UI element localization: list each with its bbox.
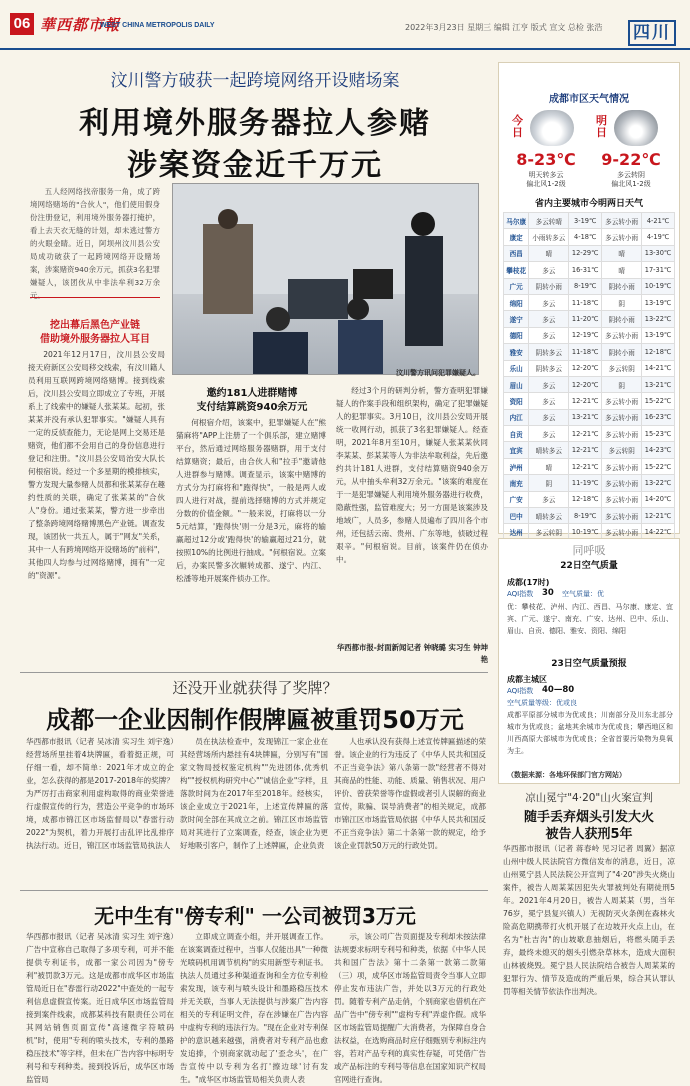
weather-cell: 13-22℃ xyxy=(642,311,675,327)
weather-cell: 15-22℃ xyxy=(642,458,675,474)
aqi-label-2: AQI指数 xyxy=(507,687,534,695)
weather-cell: 多云转晴 xyxy=(529,213,569,229)
city-name: 广元 xyxy=(504,278,529,294)
province-table-title: 省内主要城市今明两日天气 xyxy=(534,199,643,209)
story1-byline: 华西都市报-封面新闻记者 钟晓璐 实习生 钟坤艳 xyxy=(336,643,488,664)
weather-cell: 13-19℃ xyxy=(642,327,675,343)
photo-caption: 汶川警方讯问犯罪嫌疑人。 xyxy=(396,369,480,377)
weather-cell: 11-18℃ xyxy=(569,344,602,360)
weather-cell: 多云转小雨 xyxy=(602,393,642,409)
weather-row xyxy=(504,360,675,376)
city-name: 自贡 xyxy=(504,426,529,442)
story2-kicker: 还没开业就获得了奖牌？ xyxy=(172,679,338,697)
weather-cell: 12-21℃ xyxy=(642,508,675,524)
story4-headline-1: 随手丢弃烟头引发大火 xyxy=(523,810,654,825)
story1-col2: 何根宿介绍，该案中，犯罪嫌疑人在"熊猫麻将"APP上注册了一个俱乐部，建立赌博平台，然后通过网络服务器赌群，用于支付结算赌资；最后，由合伙人和"拉手"邀请他人进群参与赌博。调查显示，该案中赌博的方式分为打麻将和"跑得快"，一般是两人或四人进行对战，提前选择赌博的方式并规定分数的价值金额。"一般来说，打麻将以一分5元结算，'跑得快'则一分是3元，麻将的输赢超过12分或'跑得快'的输赢超过21分，就按照10%的比例进行抽成。"何根宿说。立案后，办案民警多次辗转成都、遂宁、内江、松潘等地开展案件侦办工作。 xyxy=(176,418,326,583)
photo-scene xyxy=(173,184,478,374)
weather-row xyxy=(504,376,675,392)
weather-row xyxy=(504,393,675,409)
region-tag: 四川 xyxy=(628,20,676,46)
weather-title: 成都市区天气情况 xyxy=(549,94,629,105)
story1-sub1b: 借助境外服务器拉人耳目 xyxy=(40,334,150,345)
weather-row xyxy=(504,442,675,458)
weather-cell: 多云 xyxy=(529,262,569,278)
aqi-value-2: 40—80 xyxy=(542,685,575,695)
city-name: 雅安 xyxy=(504,344,529,360)
weather-cell: 阴转小雨 xyxy=(602,311,642,327)
aqi-value-1: 30 xyxy=(542,588,554,598)
city-name: 宜宾 xyxy=(504,442,529,458)
weather-cell: 多云 xyxy=(529,409,569,425)
weather-cell: 阴 xyxy=(602,376,642,392)
weather-cell: 14-23℃ xyxy=(642,442,675,458)
weather-cell: 多云转阴 xyxy=(529,524,569,540)
aqi-title-2: 23日空气质量预报 xyxy=(551,659,627,669)
city-name: 眉山 xyxy=(504,376,529,392)
weather-row xyxy=(504,458,675,474)
story2-col1: 华西都市报讯（记者 吴冰清 实习生 刘宇逸）经营场所里挂着4块牌匾，看着挺正规，可仔细一看，却不简单：2021年才成立的企业，怎么获得的都是2017-2018年的奖牌？为严厉打击商家利用虚构取得的商业荣誉进行虚假宣传的行为，营造公平竞争的市场环境，成都市锦江区市场监督局以"春雷行动2022"为契机，着力开展打击乱评比乱排序执法行动。近日，锦江区市场监管局执法人 xyxy=(26,737,174,850)
today-desc-2: 偏北风1-2级 xyxy=(526,180,566,188)
aqi-level-2: 空气质量等级：优或良 xyxy=(507,699,577,707)
city-name: 攀枝花 xyxy=(504,262,529,278)
story1-col3: 经过3个月的研判分析，警方查明犯罪嫌疑人的作案手段和组织架构，确定了犯罪嫌疑人的犯罪事实。3月10日，汶川县公安局开展统一收网行动，抓获了3名犯罪嫌疑人。经查明，2021年8月至10月，嫌疑人张某某伙同李某某、彭某某等人为非法牟取利益，先后邀约共计181人进群，支付结算赌资940余万元，从中抽头牟利32万余元。"该案的难度在于一是犯罪嫌疑人利用境外服务器进行收费，隐蔽性强，监管难度大；另一方面是该案涉及地域广，人员多，参赌人员遍布了四川各个市州，还包括云南、贵州、广东等地，侦破过程艰辛。"何根宿说。目前，该案件仍在侦办中。 xyxy=(336,386,488,564)
weather-cell: 晴 xyxy=(602,245,642,261)
tomorrow-weather-icon xyxy=(614,110,658,146)
weather-row xyxy=(504,278,675,294)
weather-cell: 3-19℃ xyxy=(569,213,602,229)
story1-headline-2: 涉案资金近千万元 xyxy=(127,148,383,183)
weather-cell: 13-21℃ xyxy=(569,409,602,425)
weather-row xyxy=(504,311,675,327)
weather-row xyxy=(504,327,675,343)
weather-row xyxy=(504,475,675,491)
weather-cell: 多云 xyxy=(529,491,569,507)
story1-kicker: 汶川警方破获一起跨境网络开设赌场案 xyxy=(110,71,400,91)
weather-cell: 12-19℃ xyxy=(569,327,602,343)
story2-col3: 人也承认没有获得上述宣传牌匾描述的荣誉。该企业的行为违反了《中华人民共和国反不正当竞争法》第八条第一款"经营者不得对其商品的性能、功能、质量、销售状况、用户评价、曾获荣誉等作虚假或者引人误解的商业宣传，欺骗、误导消费者"的相关规定，成都市锦江区市场监管局依据《中华人民共和国反不正当竞争法》第二十条第一款的规定，给予该企业罚款50万元的行政处罚。 xyxy=(334,737,486,850)
weather-cell: 多云转小雨 xyxy=(602,327,642,343)
weather-cell: 晴 xyxy=(529,458,569,474)
weather-cell: 4-19℃ xyxy=(642,229,675,245)
city-name: 德阳 xyxy=(504,327,529,343)
story1-col1: 2021年12月17日，汶川县公安局接天府新区公安局移交线索，有汶川籍人员利用互联网跨境网络赌博。接到线索后，汶川县公安局立即成立了专班，开展系上了线索中的嫌疑人张某某。起初，张某某并没有承认犯罪事实。"嫌疑人具有一定的反侦查能力，无论是网上交易还是赌资，他们都不会用自己的身份信息进行登记和注册。"汶川县公安局治安大队长何根宿说。经过一个多星期的模排核实，警方发现大量参赌人员都和张某某存在趣约性质的关联，确定了张某某的"合伙人"身份。通过张某某，警方进一步牵出了整条跨境网络赌博黑色产业链。调查发现，该团伙一共五人，属于"网友"关系，其中一人有跨境网络开设赌场的"前科"，其他四人均参与过网络赌博，拥有"一定的"资源"。 xyxy=(28,350,165,580)
weather-cell: 11-18℃ xyxy=(569,294,602,310)
story2-headline: 成都一企业因制作假牌匾被重罚50万元 xyxy=(46,706,464,734)
weather-cell: 15-22℃ xyxy=(642,393,675,409)
aqi-list-1: 优：攀枝花、泸州、内江、西昌、马尔康、康定、宜宾、广元、遂宁、南充、广安、达州、巴中、乐山、眉山、自贡、德阳、雅安、资阳、绵阳 xyxy=(507,603,673,635)
date-editors: 2022年3月23日 星期三 编辑 江亨 版式 宣文 总检 张浩 xyxy=(405,23,603,32)
weather-cell: 小雨转多云 xyxy=(529,229,569,245)
today-temp: 8-23℃ xyxy=(516,150,576,169)
weather-cell: 多云转阴 xyxy=(602,442,642,458)
weather-cell: 14-22℃ xyxy=(642,524,675,540)
paper-english-name: WEST CHINA METROPOLIS DAILY xyxy=(100,22,215,29)
weather-cell: 多云转小雨 xyxy=(602,213,642,229)
aqi-list-2: 成都平原部分城市为优或良；川南部分及川东北部分城市为优或良；盆地其余城市为优或良；攀西地区和川西高原大部城市为优或良；全省首要污染物为臭氧为主。 xyxy=(507,711,673,755)
weather-cell: 12-18℃ xyxy=(642,344,675,360)
weather-cell: 阴转小雨 xyxy=(529,278,569,294)
weather-cell: 多云转小雨 xyxy=(602,229,642,245)
weather-row xyxy=(504,344,675,360)
weather-cell: 16-23℃ xyxy=(642,409,675,425)
weather-cell: 多云 xyxy=(529,327,569,343)
weather-cell: 晴 xyxy=(602,262,642,278)
today-label: 今日 xyxy=(512,114,523,139)
weather-table xyxy=(503,212,675,541)
weather-cell: 多云转小雨 xyxy=(602,508,642,524)
tomorrow-desc-1: 多云转阴 xyxy=(617,171,645,179)
weather-cell: 13-22℃ xyxy=(642,475,675,491)
weather-cell: 15-23℃ xyxy=(642,426,675,442)
divider xyxy=(20,890,488,891)
weather-cell: 12-21℃ xyxy=(569,393,602,409)
divider xyxy=(20,672,488,673)
weather-row xyxy=(504,491,675,507)
weather-cell: 多云转小雨 xyxy=(602,426,642,442)
weather-cell: 晴 xyxy=(529,245,569,261)
weather-cell: 13-19℃ xyxy=(642,294,675,310)
weather-cell: 12-20℃ xyxy=(569,376,602,392)
city-name: 马尔康 xyxy=(504,213,529,229)
story1-sub1a: 挖出幕后黑色产业链 xyxy=(50,320,140,331)
weather-row xyxy=(504,229,675,245)
aqi-source: （数据来源：各地环保部门官方网站） xyxy=(507,771,626,779)
weather-cell: 16-31℃ xyxy=(569,262,602,278)
weather-cell: 阴转小雨 xyxy=(602,278,642,294)
city-name: 广安 xyxy=(504,491,529,507)
today-desc-1: 明天转多云 xyxy=(528,171,564,179)
weather-cell: 12-21℃ xyxy=(569,426,602,442)
weather-cell: 晴转多云 xyxy=(529,508,569,524)
weather-cell: 多云 xyxy=(529,294,569,310)
weather-cell: 4-21℃ xyxy=(642,213,675,229)
weather-row xyxy=(504,508,675,524)
story1-sub2b: 支付结算跳资940余万元 xyxy=(196,402,308,413)
weather-row xyxy=(504,245,675,261)
weather-cell: 8-19℃ xyxy=(569,508,602,524)
tomorrow-desc-2: 偏北风1-2级 xyxy=(611,180,651,188)
story3-headline: 无中生有"傍专利" 一公司被罚3万元 xyxy=(94,904,416,928)
weather-cell: 13-21℃ xyxy=(642,376,675,392)
city-name: 巴中 xyxy=(504,508,529,524)
weather-cell: 12-18℃ xyxy=(569,491,602,507)
weather-cell: 多云转阴 xyxy=(602,360,642,376)
weather-cell: 10-19℃ xyxy=(642,278,675,294)
weather-cell: 14-21℃ xyxy=(642,360,675,376)
weather-row xyxy=(504,262,675,278)
story1-sub2a: 邀约181人进群赌博 xyxy=(206,388,298,399)
weather-row xyxy=(504,213,675,229)
weather-cell: 多云 xyxy=(529,311,569,327)
story3-col3: 示，该公司广告页面提及专利却未按法律法规要求标明专利号和种类，依据《中华人民共和国广告法》第十二条第一款第二款第（三）项，成华区市场监管局责令当事人立即停止发布违法广告，并处以3万元的行政处罚。随着专利产品走俏，个别商家也借机在产品广告中"傍专利""虚构专利"弄虚作假。成华区市场监管局提醒广大消费者，为保障自身合法权益，在选购商品时应仔细甄别专利标注内容，若对产品专利的真实性存疑，可凭借广告或产品标注的专利号等信息在国家知识产权局官网进行查询。 xyxy=(334,932,486,1084)
city-name: 南充 xyxy=(504,475,529,491)
aqi-section-title: 同呼吸 xyxy=(572,544,606,557)
story4-kicker: 凉山冕宁"4·20"山火案宣判 xyxy=(525,792,653,804)
weather-cell: 多云 xyxy=(529,393,569,409)
weather-cell: 10-19℃ xyxy=(569,524,602,540)
story2-col2: 员在执法检查中，发现锦江一家企业在其经营场所内悬挂有4块牌匾，分别写有"国家文物局授权鉴定机构""先进团体,优秀机构""授权机构研究中心""诚信企业"字样，且落款时间为在2017年至2018年。经核实，该企业成立于2021年，上述宣传牌匾的落款时间全部在其成立之前。锦江区市场监管局对其进行了立案调查，经查，该企业为更好地吸引客户，制作了上述牌匾，企业负责 xyxy=(180,737,328,850)
weather-cell: 12-29℃ xyxy=(569,245,602,261)
weather-cell: 多云 xyxy=(529,426,569,442)
weather-cell: 4-18℃ xyxy=(569,229,602,245)
weather-cell: 12-21℃ xyxy=(569,442,602,458)
weather-cell: 11-20℃ xyxy=(569,311,602,327)
aqi-quality-1: 空气质量：优 xyxy=(562,590,604,598)
weather-cell: 多云转小雨 xyxy=(602,475,642,491)
interrogation-photo xyxy=(172,183,479,375)
aqi-label-1: AQI指数 xyxy=(507,590,534,598)
weather-cell: 8-19℃ xyxy=(569,278,602,294)
lead-arrow-icon xyxy=(30,297,160,311)
city-name: 内江 xyxy=(504,409,529,425)
weather-cell: 阴转多云 xyxy=(529,360,569,376)
city-name: 资阳 xyxy=(504,393,529,409)
city-name: 康定 xyxy=(504,229,529,245)
weather-cell: 晴转多云 xyxy=(529,442,569,458)
weather-cell: 多云转小雨 xyxy=(602,458,642,474)
weather-cell: 阴 xyxy=(602,294,642,310)
weather-row xyxy=(504,294,675,310)
weather-cell: 12-20℃ xyxy=(569,360,602,376)
story4-headline-2: 被告人获刑5年 xyxy=(545,827,633,842)
weather-row xyxy=(504,426,675,442)
city-name: 达州 xyxy=(504,524,529,540)
weather-cell: 12-21℃ xyxy=(569,458,602,474)
weather-cell: 17-31℃ xyxy=(642,262,675,278)
weather-cell: 多云转小雨 xyxy=(602,491,642,507)
tomorrow-temp: 9-22℃ xyxy=(601,150,661,169)
story1-lead: 五人经网络找帝服务一角，成了跨境网络赌场的"合伙人"，他们使用假身份注册登记，利用境外服务器打掩护，看上去天衣无缝的计划，却未逃过警方的火眼金睛。近日，阿坝州汶川县公安局成功破获了一起跨境网络开设赌场案，涉案赌资940余万元，抓获3名犯罪嫌疑人，该团伙从中非法牟利32万余元。 xyxy=(30,187,160,300)
city-name: 乐山 xyxy=(504,360,529,376)
aqi-title-1: 22日空气质量 xyxy=(560,561,618,571)
paper-logo: 華西都市報 xyxy=(40,16,121,34)
weather-cell: 多云转小雨 xyxy=(602,524,642,540)
aqi-city-2: 成都主城区 xyxy=(507,675,547,684)
weather-cell: 多云转小雨 xyxy=(602,409,642,425)
city-name: 泸州 xyxy=(504,458,529,474)
weather-row xyxy=(504,409,675,425)
story3-col1: 华西都市报讯（记者 吴冰清 实习生 刘宇逸）广告中宣称自己取得了多项专利，可并不能提供专利证书，成都一家公司因为"傍专利"被罚款3万元。这是成都市成华区市场监管局近日在"春雷行动2022"中查处的一起专利信息虚假宣传案。近日成华区市场监管局接到案件线索，成都某科技有限责任公司在其网站销售页面宣传"高速微字符喷码机"时，使用"专利的喷头技术，专利的墨路稳压技术"等字样，但未在广告内容中标明专利号和专利种类。接到投诉后，成华区市场监管局 xyxy=(26,932,174,1084)
city-name: 西昌 xyxy=(504,245,529,261)
weather-cell: 阴 xyxy=(529,475,569,491)
tomorrow-label: 明日 xyxy=(596,114,607,139)
weather-cell: 多云 xyxy=(529,376,569,392)
story3-col2: 立即成立调查小组，并开展调查工作。在该案调查过程中，当事人仅能出具"一种微光喷码机用调节机构"的实用新型专利证书。执法人员通过多种渠道查询和全方位专利检索发现，该专利与喷头设计和墨路稳压技术并无关联，当事人无法提供与涉案广告内容相关的专利证明文件，存在涉嫌在广告内容中虚构专利的违法行为。"现在企业对专利保护的意识越来越强，消费者对专利产品也愈发追捧，个别商家就动起了'歪念头'，在广告宣传中以专利为名打'擦边球'讨有发生。"成华区市场监管局相关负责人表 xyxy=(180,932,328,1084)
city-name: 绵阳 xyxy=(504,294,529,310)
weather-cell: 阴转小雨 xyxy=(602,344,642,360)
city-name: 遂宁 xyxy=(504,311,529,327)
today-weather-icon xyxy=(530,110,574,146)
weather-cell: 11-19℃ xyxy=(569,475,602,491)
weather-cell: 阴转多云 xyxy=(529,344,569,360)
story1-headline-1: 利用境外服务器拉人参赌 xyxy=(79,106,431,141)
story4-body: 华西都市报讯（记者 蒋春岭 见习记者 周翼）据凉山州中级人民法院官方微信发布的消息，近日，凉山州冕宁县人民法院公开宣判了"4·20"涉失火烧山案件，被告人周某某因犯失火罪被判处有期徒刑5年。2021年4月20日，被告人周某某（男，当年76岁，冕宁县复兴镇人）无视防灭火条例在森林火险高危期携带打火机开展了在边坡开火点上山，在名为"杜吉沟"的山坡歇息抽烟后，将燃头随手丢弃，最终未熄灭的烟头引燃杂草林木，造成大面积山林被烧毁。冕宁县人民法院结合被告人周某某的犯罪行为、情节及造成的严重后果，综合其认罪认罚等相关情节依法作出判决。 xyxy=(503,844,675,996)
aqi-city-1: 成都(17时) xyxy=(507,578,550,587)
weather-cell: 14-20℃ xyxy=(642,491,675,507)
page-number: 06 xyxy=(10,13,34,35)
weather-cell: 13-30℃ xyxy=(642,245,675,261)
